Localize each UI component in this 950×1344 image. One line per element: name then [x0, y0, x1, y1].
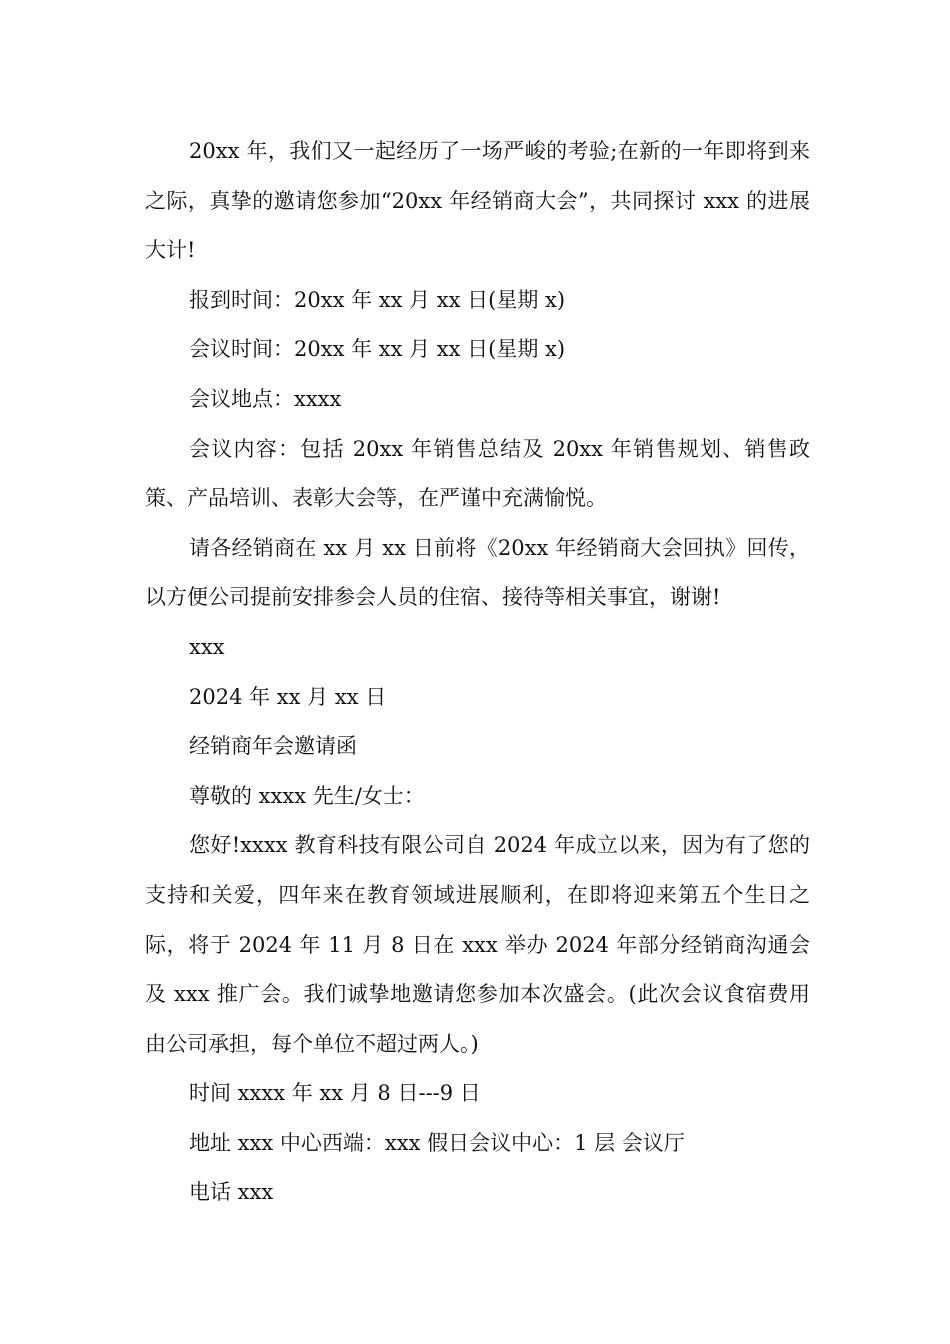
paragraph-intro: 20xx 年，我们又一起经历了一场严峻的考验;在新的一年即将到来之际，真挚的邀请您参加“20xx 年经销商大会”，共同探讨 xxx 的进展大计! [145, 139, 810, 263]
signature-name: xxx [189, 634, 225, 659]
signature-date: 2024 年 xx 月 xx 日 [189, 684, 387, 709]
paragraph-event-address: 地址 xxx 中心西端：xxx 假日会议中心：1 层 会议厅 [189, 1130, 685, 1155]
document-body [145, 127, 810, 1218]
paragraph-meeting-content: 会议内容：包括 20xx 年销售总结及 20xx 年销售规划、销售政策、产品培训、表彰大会等，在严谨中充满愉悦。 [145, 436, 810, 511]
paragraph-invitation-body: 您好!xxxx 教育科技有限公司自 2024 年成立以来，因为有了您的支持和关爱，四年来在教育领域进展顺利，在即将迎来第五个生日之际，将于 2024 年 11 月 8 日在 xxx 举办 2024 年部分经销商沟通会及 xxx 推广会。我们诚挚地邀请您参加本次盛会。(此次会议食宿费用由公司承担，每个单位不超过两人。) [145, 833, 810, 1056]
paragraph-meeting-time: 会议时间：20xx 年 xx 月 xx 日(星期 x) [189, 337, 566, 362]
paragraph-checkin-time: 报到时间：20xx 年 xx 月 xx 日(星期 x) [189, 287, 566, 312]
paragraph-meeting-location: 会议地点：xxxx [189, 386, 342, 411]
paragraph-event-time: 时间 xxxx 年 xx 月 8 日---9 日 [189, 1081, 481, 1106]
salutation: 尊敬的 xxxx 先生/女士： [189, 783, 425, 808]
paragraph-phone: 电话 xxx [189, 1180, 274, 1205]
letter-title: 经销商年会邀请函 [189, 734, 357, 759]
paragraph-reply-request: 请各经销商在 xx 月 xx 日前将《20xx 年经销商大会回执》回传，以方便公司提前安排参会人员的住宿、接待等相关事宜，谢谢! [145, 535, 810, 610]
